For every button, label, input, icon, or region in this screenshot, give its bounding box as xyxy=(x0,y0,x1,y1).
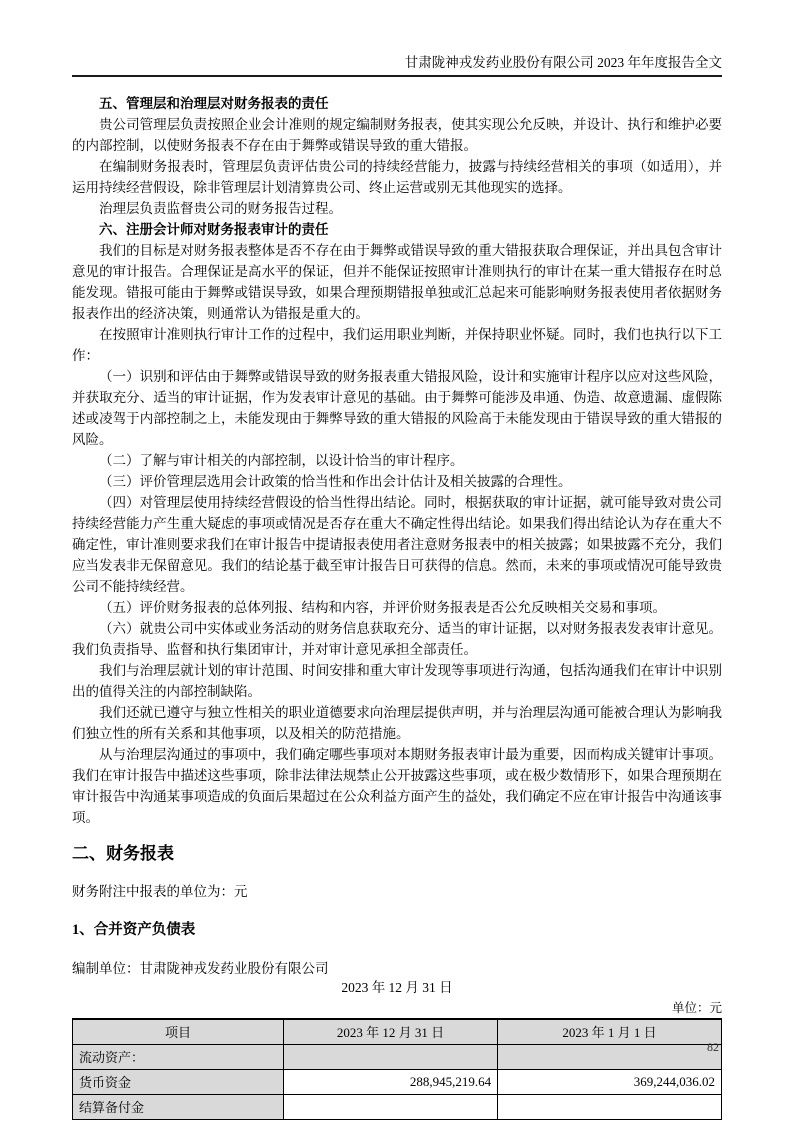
paragraph: 从与治理层沟通过的事项中，我们确定哪些事项对本期财务报表审计最为重要，因而构成关键审计事项。我们在审计报告中描述这些事项，除非法律法规禁止公开披露这些事项，或在极少数情形下，如果合理预期在审计报告中沟通某事项造成的负面后果超过在公众利益方面产生的益处，我们确定不应在审计报告中沟通该事项。 xyxy=(72,747,722,825)
section-6-heading: 六、注册会计师对财务报表审计的责任 xyxy=(99,222,329,237)
page-number: 82 xyxy=(707,1040,719,1054)
paragraph: 在按照审计准则执行审计工作的过程中，我们运用职业判断，并保持职业怀疑。同时，我们也执行以下工作： xyxy=(72,327,722,363)
column-header-end-of-year: 2023 年 12 月 31 日 xyxy=(283,1019,497,1044)
row-value xyxy=(498,1094,722,1119)
column-header-beginning-of-year: 2023 年 1 月 1 日 xyxy=(498,1019,722,1044)
table-row xyxy=(73,1094,722,1119)
balance-sheet-table xyxy=(72,1018,722,1120)
paragraph: （五）评价财务报表的总体列报、结构和内容，并评价财务报表是否公允反映相关交易和事项。 xyxy=(99,600,666,615)
row-value xyxy=(283,1094,497,1119)
paragraph: （四）对管理层使用持续经营假设的恰当性得出结论。同时，根据获取的审计证据，就可能导致对贵公司持续经营能力产生重大疑虑的事项或情况是否存在重大不确定性得出结论。如果我们得出结论认为存在重大不确定性，审计准则要求我们在审计报告中提请报表使用者注意财务报表中的相关披露；如果披露不充分，我们应当发表非无保留意见。我们的结论基于截至审计报告日可获得的信息。然而，未来的事项或情况可能导致贵公司不能持续经营。 xyxy=(72,495,722,594)
balance-sheet-date: 2023 年 12 月 31 日 xyxy=(341,980,453,995)
table-header-row xyxy=(73,1019,722,1044)
paragraph: 在编制财务报表时，管理层负责评估贵公司的持续经营能力，披露与持续经营相关的事项（如适用），并运用持续经营假设，除非管理层计划清算贵公司、终止运营或别无其他现实的选择。 xyxy=(72,159,722,195)
page-header xyxy=(72,0,722,77)
balance-sheet-heading: 1、合并资产负债表 xyxy=(72,922,196,938)
page-header-title: 甘肃陇神戎发药业股份有限公司 2023 年年度报告全文 xyxy=(404,55,722,70)
column-header-item: 项目 xyxy=(73,1019,284,1044)
paragraph: （六）就贵公司中实体或业务活动的财务信息获取充分、适当的审计证据，以对财务报表发表审计意见。我们负责指导、监督和执行集团审计，并对审计意见承担全部责任。 xyxy=(72,621,722,657)
paragraph: （一）识别和评估由于舞弊或错误导致的财务报表重大错报风险，设计和实施审计程序以应对这些风险，并获取充分、适当的审计证据，作为发表审计意见的基础。由于舞弊可能涉及串通、伪造、故意遗漏、虚假陈述或凌驾于内部控制之上，未能发现由于舞弊导致的重大错报的风险高于未能发现由于错误导致的重大错报的风险。 xyxy=(72,369,722,447)
row-value xyxy=(498,1044,722,1069)
row-value: 369,244,036.02 xyxy=(498,1069,722,1094)
unit-label: 单位：元 xyxy=(671,1001,722,1015)
paragraph: （三）评价管理层选用会计政策的恰当性和作出会计估计及相关披露的合理性。 xyxy=(99,474,572,489)
statement-unit-note: 财务附注中报表的单位为：元 xyxy=(72,884,248,899)
financial-statements-heading: 二、财务报表 xyxy=(72,844,174,863)
prepared-by-line: 编制单位：甘肃陇神戎发药业股份有限公司 xyxy=(72,961,329,976)
paragraph: 贵公司管理层负责按照企业会计准则的规定编制财务报表，使其实现公允反映，并设计、执行和维护必要的内部控制，以使财务报表不存在由于舞弊或错误导致的重大错报。 xyxy=(72,117,722,153)
paragraph: 治理层负责监督贵公司的财务报告过程。 xyxy=(99,201,342,216)
paragraph: 我们还就已遵守与独立性相关的职业道德要求向治理层提供声明，并与治理层沟通可能被合理认为影响我们独立性的所有关系和其他事项，以及相关的防范措施。 xyxy=(72,705,722,741)
row-label-settlement-reserves: 结算备付金 xyxy=(73,1094,284,1119)
row-value: 288,945,219.64 xyxy=(283,1069,497,1094)
paragraph: 我们的目标是对财务报表整体是否不存在由于舞弊或错误导致的重大错报获取合理保证，并出具包含审计意见的审计报告。合理保证是高水平的保证，但并不能保证按照审计准则执行的审计在某一重大错报存在时总能发现。错报可能由于舞弊或错误导致，如果合理预期错报单独或汇总起来可能影响财务报表使用者依据财务报表作出的经济决策，则通常认为错报是重大的。 xyxy=(72,243,722,321)
paragraph: （二）了解与审计相关的内部控制，以设计恰当的审计程序。 xyxy=(99,453,464,468)
row-label-monetary-funds: 货币资金 xyxy=(73,1069,284,1094)
paragraph: 我们与治理层就计划的审计范围、时间安排和重大审计发现等事项进行沟通，包括沟通我们在审计中识别出的值得关注的内部控制缺陷。 xyxy=(72,663,722,699)
section-5-heading: 五、管理层和治理层对财务报表的责任 xyxy=(99,96,329,111)
table-row xyxy=(73,1044,722,1069)
row-value xyxy=(283,1044,497,1069)
row-label-current-assets: 流动资产： xyxy=(73,1044,284,1069)
table-row xyxy=(73,1069,722,1094)
